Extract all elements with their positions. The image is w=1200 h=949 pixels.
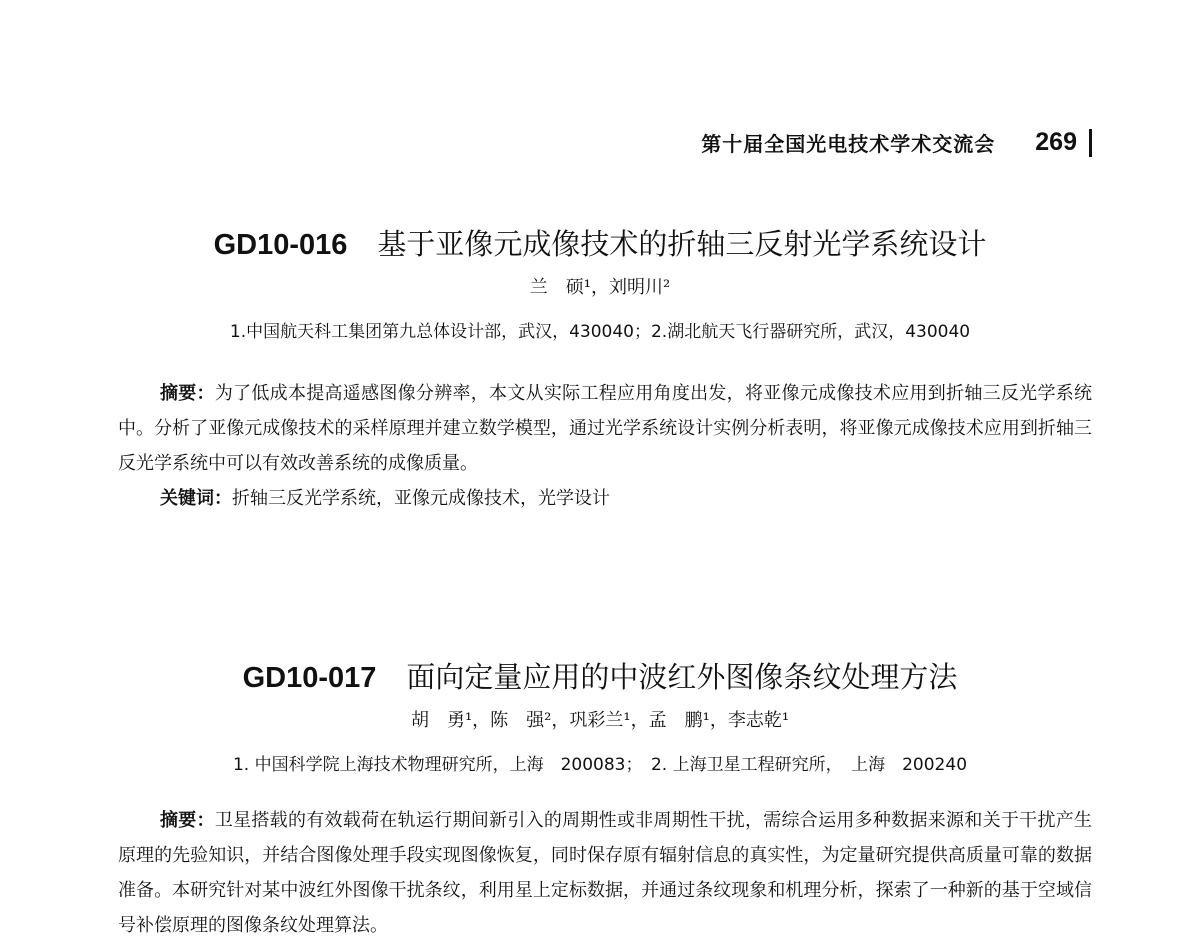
paper-authors: 兰 硕¹，刘明川² (529, 277, 671, 298)
paper-id: GD10-017 (242, 662, 377, 694)
paper-affiliations: 1.中国航天科工集团第九总体设计部，武汉，430040；2.湖北航天飞行器研究所，武汉，430040 (229, 322, 971, 342)
paper-abstract (118, 803, 1092, 943)
paper-title-text: 基于亚像元成像技术的折轴三反射光学系统设计 (377, 227, 987, 261)
page-number: 269 (1035, 128, 1077, 156)
paper-title (0, 222, 1200, 263)
paper-title (0, 655, 1200, 696)
paper-authors: 胡 勇¹，陈 强²，巩彩兰¹，孟 鹏¹，李志乾¹ (410, 710, 790, 731)
abstract-text: 为了低成本提高遥感图像分辨率，本文从实际工程应用角度出发，将亚像元成像技术应用到折轴三反光学系统中。分析了亚像元成像技术的采样原理并建立数学模型，通过光学系统设计实例分析表明，将亚像元成像技术应用到折轴三反光学系统中可以有效改善系统的成像质量。 (118, 383, 1092, 474)
paper-abstract (118, 376, 1092, 481)
paper-entry-gd10-017 (0, 655, 1200, 943)
abstract-label: 摘要： (160, 383, 215, 404)
paper-entry-gd10-016 (0, 222, 1200, 516)
running-header (701, 128, 1092, 157)
abstract-label: 摘要： (160, 810, 215, 831)
paper-id: GD10-016 (213, 229, 348, 261)
paper-keywords (118, 481, 1092, 516)
paper-title-text: 面向定量应用的中波红外图像条纹处理方法 (406, 660, 958, 694)
running-title: 第十届全国光电技术学术交流会 (701, 132, 996, 156)
abstract-text: 卫星搭载的有效载荷在轨运行期间新引入的周期性或非周期性干扰，需综合运用多种数据来源和关于干扰产生原理的先验知识，并结合图像处理手段实现图像恢复，同时保存原有辐射信息的真实性，为定量研究提供高质量可靠的数据准备。本研究针对某中波红外图像干扰条纹，利用星上定标数据，并通过条纹现象和机理分析，探索了一种新的基于空域信号补偿原理的图像条纹处理算法。 (118, 810, 1092, 936)
header-rule (1089, 129, 1092, 157)
keywords-text: 折轴三反光学系统，亚像元成像技术，光学设计 (232, 488, 610, 509)
paper-affiliations: 1. 中国科学院上海技术物理研究所，上海 200083； 2. 上海卫星工程研究所， 上海 200240 (232, 755, 968, 775)
keywords-label: 关键词： (160, 488, 232, 509)
